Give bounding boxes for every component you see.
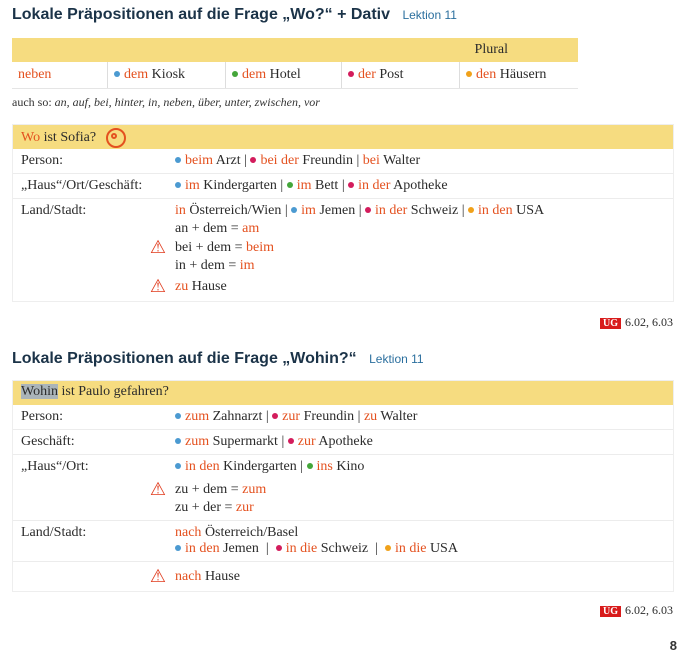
page-number: 8	[669, 638, 677, 653]
zu-hause: ⚠ zu Hause	[175, 276, 673, 297]
masculine-dot-icon	[175, 157, 181, 163]
table-row	[12, 62, 578, 89]
rule-im: in + dem = im	[175, 258, 255, 273]
ug-reference-2: ÜG 6.02, 6.03	[600, 603, 673, 618]
ug-reference-1: ÜG 6.02, 6.03	[600, 315, 673, 330]
section2-title-text: Lokale Präpositionen auf die Frage „Wohin?“	[12, 350, 357, 367]
wo-question: Wo ist Sofia?	[13, 125, 673, 149]
warning-icon: ⚠	[149, 566, 167, 586]
feminine-dot-icon	[348, 182, 354, 188]
neuter-dot-icon	[307, 463, 313, 469]
warning-icon: ⚠	[149, 237, 167, 257]
section2-lesson: Lektion 11	[369, 352, 424, 366]
also-note: auch so: an, auf, bei, hinter, in, neben, über, unter, zwischen, vor	[12, 95, 320, 109]
also-prepositions: an, auf, bei, hinter, in, neben, über, unter, zwischen, vor	[54, 95, 320, 109]
feminine-dot-icon	[288, 438, 294, 444]
nach-hause: ⚠ nach Hause	[175, 566, 673, 587]
row-person: Person: zum Zahnarzt | zur Freundin | zu Walter	[13, 405, 673, 430]
wohin-box	[12, 380, 674, 592]
warning-icon: ⚠	[149, 276, 167, 296]
rule-zum: ⚠ zu + dem = zum	[175, 479, 673, 500]
feminine-dot-icon	[348, 71, 354, 77]
table-header	[12, 38, 578, 62]
wo-box	[12, 124, 674, 302]
masculine-dot-icon	[114, 71, 120, 77]
wohin-question: Wohin ist Paulo gefahren?	[13, 381, 673, 405]
masculine-dot-icon	[175, 463, 181, 469]
neuter-dot-icon	[232, 71, 238, 77]
plural-dot-icon	[385, 545, 391, 551]
feminine-dot-icon	[272, 413, 278, 419]
feminine-dot-icon	[276, 545, 282, 551]
cell-feminine: der Post	[342, 62, 460, 88]
cell-plural: den Häusern	[460, 62, 578, 88]
feminine-dot-icon	[250, 157, 256, 163]
masculine-dot-icon	[175, 545, 181, 551]
rule-zur: zu + der = zur	[175, 500, 254, 515]
masculine-dot-icon	[175, 182, 181, 188]
section1-title-text: Lokale Präpositionen auf die Frage „Wo?“ + Dativ	[12, 6, 390, 23]
feminine-dot-icon	[365, 207, 371, 213]
cell-masculine: dem Kiosk	[108, 62, 226, 88]
section2-title	[12, 350, 424, 368]
row-person: Person: beim Arzt | bei der Freundin | bei Walter	[13, 149, 673, 174]
rule-beim: ⚠ bei + dem = beim	[175, 237, 673, 258]
row-geschaeft: Geschäft: zum Supermarkt | zur Apotheke	[13, 430, 673, 455]
masculine-dot-icon	[291, 207, 297, 213]
row-home	[13, 562, 673, 591]
cell-neuter: dem Hotel	[226, 62, 342, 88]
section1-title	[12, 6, 457, 24]
rule-am: an + dem = am	[175, 221, 260, 236]
warning-icon: ⚠	[149, 479, 167, 499]
wo-dative-table	[12, 38, 578, 89]
row-haus: „Haus“/Ort/Geschäft: im Kindergarten | im Bett | in der Apotheke	[13, 174, 673, 199]
row-land: Land/Stadt: in Österreich/Wien | im Jemen | in der Schweiz | in den USA an + dem = am ⚠ bei + dem = beim in + dem = im ⚠ zu Hause	[13, 199, 673, 301]
section1-lesson: Lektion 11	[402, 8, 457, 22]
masculine-dot-icon	[175, 438, 181, 444]
plural-dot-icon	[468, 207, 474, 213]
row-haus: „Haus“/Ort: in den Kindergarten | ins Kino ⚠ zu + dem = zum zu + der = zur	[13, 455, 673, 521]
prep-neben: neben	[12, 62, 108, 88]
row-land: Land/Stadt: nach Österreich/Basel in den Jemen | in die Schweiz | in die USA	[13, 521, 673, 562]
neuter-dot-icon	[287, 182, 293, 188]
plural-header: Plural	[474, 42, 508, 57]
masculine-dot-icon	[175, 413, 181, 419]
target-icon	[106, 128, 126, 148]
plural-dot-icon	[466, 71, 472, 77]
